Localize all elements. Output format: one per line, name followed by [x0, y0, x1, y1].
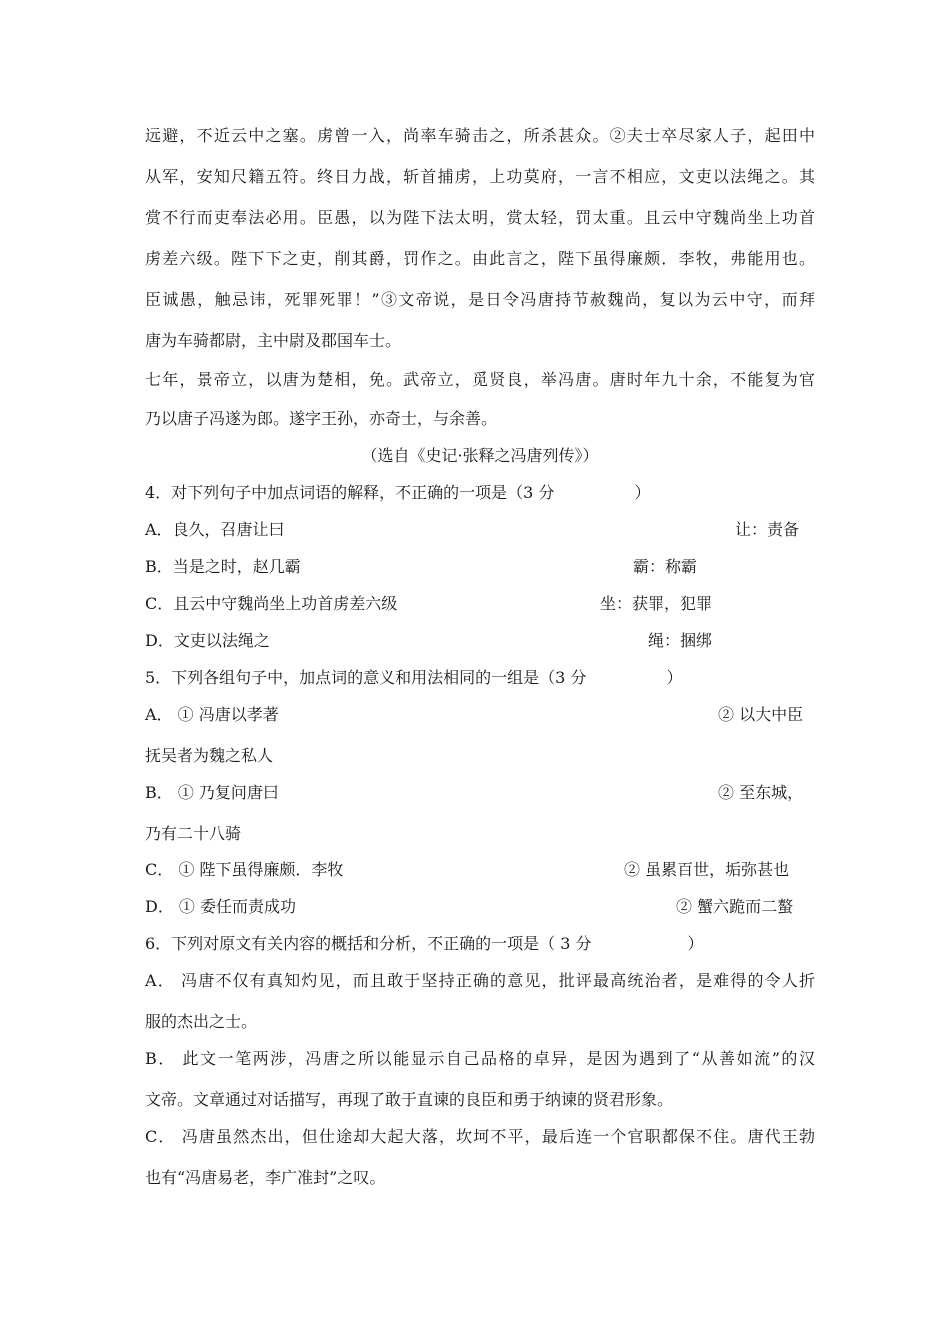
- q4-option-d-note: 绳：捆绑: [648, 631, 713, 650]
- q5-option-a-continued: 抚吴者为魏之私人: [145, 746, 274, 765]
- passage-line: 臣诚愚，触忌讳，死罪死罪！”③文帝说，是日令冯唐持节赦魏尚，复以为云中守，而拜: [145, 290, 815, 309]
- q6-option-a-line2: 服的杰出之士。: [145, 1012, 258, 1031]
- passage-line: 乃以唐子冯遂为郎。遂字王孙，亦奇士，与余善。: [145, 409, 498, 428]
- q5-option-c-first: C． ① 陛下虽得廉颇．李牧: [145, 860, 344, 879]
- q5-option-b-first: B． ① 乃复问唐曰: [145, 783, 279, 802]
- q4-option-a-note: 让：责备: [735, 520, 800, 539]
- q4-option-a: A．良久，召唐让曰: [145, 520, 285, 539]
- q5-option-c-second: ② 虽累百世，垢弥甚也: [624, 860, 790, 879]
- q4-option-c: C．且云中守魏尚坐上功首虏差六级: [145, 594, 398, 613]
- q5-stem: 5．下列各组句子中，加点词的意义和用法相同的一组是（3 分 ）: [145, 668, 683, 687]
- q5-option-b-second: ② 至东城，: [718, 783, 804, 802]
- q6-option-b-line1: B． 此文一笔两涉，冯唐之所以能显示自己品格的卓异，是因为遇到了“从善如流”的汉: [145, 1049, 815, 1068]
- q5-option-b-continued: 乃有二十八骑: [145, 824, 242, 843]
- q4-option-d: D．文吏以法绳之: [145, 631, 270, 650]
- passage-line: 远避，不近云中之塞。虏曾一入，尚率车骑击之，所杀甚众。②夫士卒尽家人子，起田中: [145, 126, 815, 145]
- q4-stem: 4．对下列句子中加点词语的解释，不正确的一项是（3 分 ）: [145, 483, 651, 502]
- q5-option-d-second: ② 蟹六跪而二螯: [676, 897, 794, 916]
- q4-option-c-note: 坐：获罪，犯罪: [600, 594, 713, 613]
- passage-line: 七年，景帝立，以唐为楚相，免。武帝立，觅贤良，举冯唐。唐时年九十余，不能复为官: [145, 370, 815, 389]
- passage-line: 从军，安知尺籍五符。终日力战，斩首捕虏，上功莫府，一言不相应，文吏以法绳之。其: [145, 167, 815, 186]
- q4-option-b-note: 霸：称霸: [633, 557, 698, 576]
- q6-option-b-line2: 文帝。文章通过对话描写，再现了敢于直谏的良臣和勇于纳谏的贤君形象。: [145, 1090, 674, 1109]
- q6-option-c-line2: 也有“冯唐易老，李广准封”之叹。: [145, 1168, 386, 1187]
- passage-line: 赏不行而吏奉法必用。臣愚，以为陛下法太明，赏太轻，罚太重。且云中守魏尚坐上功首: [145, 208, 815, 227]
- q5-option-a-second: ② 以大中臣: [718, 705, 804, 724]
- q4-option-b: B．当是之时，赵几霸: [145, 557, 301, 576]
- q6-stem: 6．下列对原文有关内容的概括和分析，不正确的一项是（ 3 分 ）: [145, 934, 704, 953]
- q5-option-d-first: D． ① 委任而责成功: [145, 897, 297, 916]
- passage-line: 唐为车骑都尉，主中尉及郡国车士。: [145, 331, 402, 350]
- passage-source: （选自《史记·张释之冯唐列传》）: [361, 446, 599, 465]
- q6-option-c-line1: C． 冯唐虽然杰出，但仕途却大起大落，坎坷不平，最后连一个官职都保不住。唐代王勃: [145, 1127, 815, 1146]
- q5-option-a-first: A． ① 冯唐以孝著: [145, 705, 279, 724]
- passage-line: 虏差六级。陛下下之吏，削其爵，罚作之。由此言之，陛下虽得廉颇．李牧，弗能用也。: [145, 249, 815, 268]
- q6-option-a-line1: A． 冯唐不仅有真知灼见，而且敢于坚持正确的意见，批评最高统治者，是难得的令人折: [145, 971, 815, 990]
